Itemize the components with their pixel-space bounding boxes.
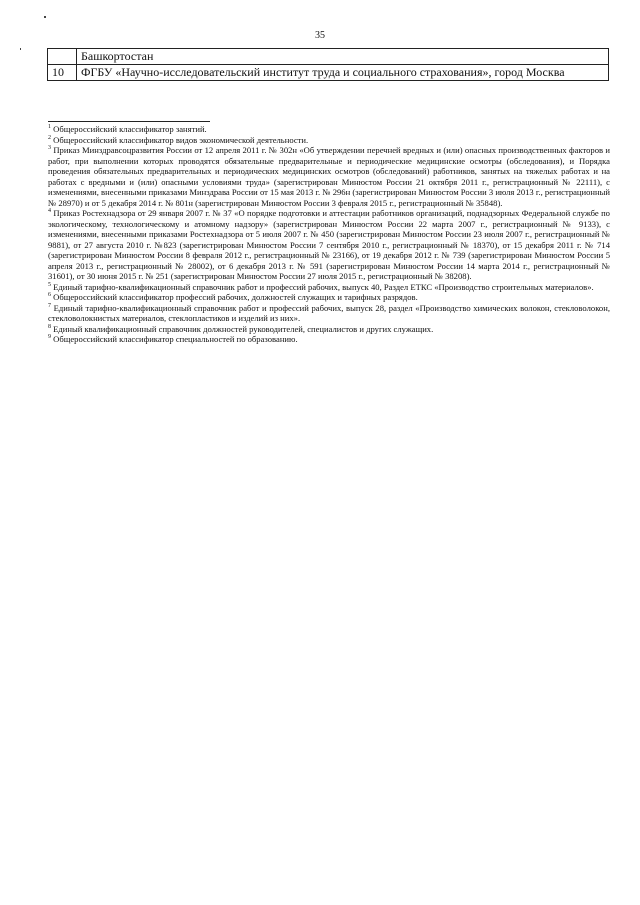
- footnote: [48, 292, 610, 303]
- footnotes: [48, 124, 610, 345]
- footnote: [48, 282, 610, 293]
- footnote-mark: 7: [48, 302, 51, 309]
- footnote-mark: 2: [48, 134, 51, 141]
- footnote-text: Единый квалификационный справочник должностей руководителей, специалистов и других служащих.: [53, 323, 434, 334]
- footnote-mark: 3: [48, 145, 51, 152]
- row-number: 10: [48, 65, 77, 81]
- footnote: [48, 124, 610, 135]
- row-text: ФГБУ «Научно-исследовательский институт труда и социального страхования», город Москва: [77, 65, 609, 81]
- footnote: [48, 324, 610, 335]
- footnote-mark: 9: [48, 334, 51, 341]
- footnote-text: Общероссийский классификатор видов экономической деятельности.: [53, 134, 309, 145]
- table-row: [48, 49, 609, 65]
- row-number: [48, 49, 77, 65]
- table-row: [48, 65, 609, 81]
- footnote: [48, 208, 610, 282]
- footnote: [48, 135, 610, 146]
- footnote-text: Единый тарифно-квалификационный справочник работ и профессий рабочих, выпуск 40, Раздел ЕТКС «Производство строительных материалов».: [53, 281, 594, 292]
- page-number: 35: [315, 30, 325, 41]
- footnote-text: Приказ Минздравсоцразвития России от 12 апреля 2011 г. № 302н «Об утверждении перечней вредных и (или) опасных производственных факторов и работ, при выполнении которых проводятся обязательные предварительные и периодические медицинские осмотры (обследования), и Порядка проведения обязательных предварительных и периодических медицинских осмотров (обследований) работников, занятых на тяжелых работах и на работах с вредными и (или) опасными условиями труда» (зарегистрирован Минюстом России 21 октября 2011 г., регистрационный № 22111), с изменениями, внесенными приказами Минздрава России от 15 мая 2013 г. № 296н (зарегистрирован Минюстом России 3 июля 2013 г., регистрационный № 28970) и от 5 декабря 2014 г. № 801н (зарегистрирован Минюстом России 3 февраля 2015 г., регистрационный № 35848).: [48, 145, 610, 208]
- footnote-separator: [48, 121, 210, 122]
- footnote: [48, 334, 610, 345]
- footnote-mark: 8: [48, 323, 51, 330]
- footnote-text: Общероссийский классификатор занятий.: [53, 124, 207, 134]
- footnote-mark: 5: [48, 281, 51, 288]
- footnote-text: Приказ Ростехнадзора от 29 января 2007 г. № 37 «О порядке подготовки и аттестации работников организаций, поднадзорных Федеральной службе по экологическому, технологическому и атомному надзору» (зарегистрирован Минюстом России 22 марта 2007 г., регистрационный № 9133), с изменениями, внесенными приказами Ростехнадзора от 5 июля 2007 г. № 450 (зарегистрирован Минюстом России 23 июля 2007 г., регистрационный № 9881), от 27 августа 2010 г. №823 (зарегистрирован Минюстом России 7 сентября 2010 г., регистрационный № 18370), от 15 декабря 2011 г. № 714 (зарегистрирован Минюстом России 8 февраля 2012 г., регистрационный № 23166), от 19 декабря 2012 г. № 739 (зарегистрирован Минюстом России 5 апреля 2013 г., регистрационный № 28002), от 6 декабря 2013 г. № 591 (зарегистрирован Минюстом России 14 марта 2014 г., регистрационный № 31601), от 30 июня 2015 г. № 251 (зарегистрирован Минюстом России 27 июля 2015 г., регистрационный № 38208).: [48, 208, 610, 281]
- row-text: Башкортостан: [77, 49, 609, 65]
- footnote-mark: 6: [48, 292, 51, 299]
- footnote-text: Общероссийский классификатор профессий рабочих, должностей служащих и тарифных разрядов.: [53, 292, 418, 302]
- organizations-table: [47, 48, 609, 81]
- footnote-mark: 1: [48, 124, 51, 131]
- footnote: [48, 303, 610, 324]
- footnote-mark: 4: [48, 208, 51, 215]
- footnote: [48, 145, 610, 208]
- scan-dot: [44, 16, 46, 18]
- scan-dot: [20, 48, 21, 50]
- footnote-text: Единый тарифно-квалификационный справочник работ и профессий рабочих, выпуск 28, раздел «Производство химических волокон, стекловолокон, стекловолокнистых материалов, стеклопластиков и изделий из них».: [48, 302, 610, 323]
- footnote-text: Общероссийский классификатор специальностей по образованию.: [53, 334, 298, 344]
